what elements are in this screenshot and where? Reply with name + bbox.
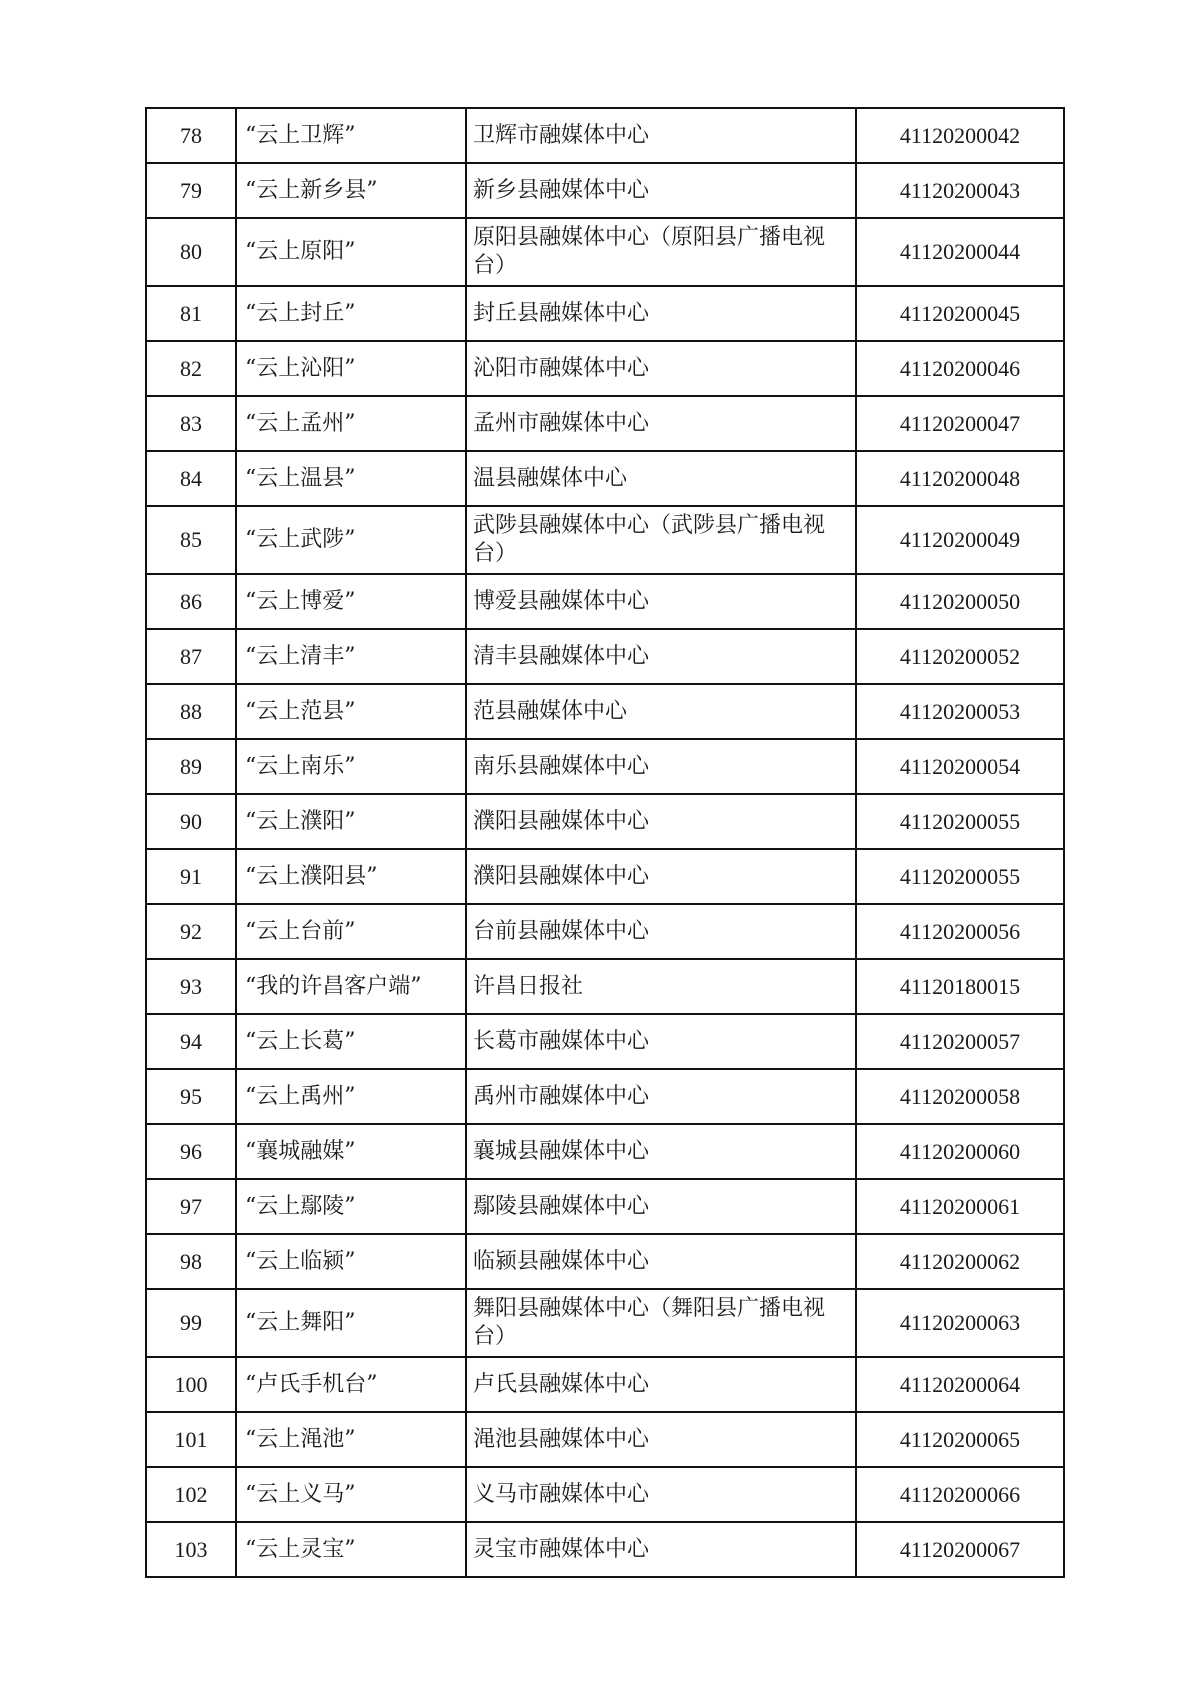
table-row: [146, 396, 1064, 451]
table-row: [146, 218, 1064, 286]
registration-code: 41120200062: [856, 1234, 1064, 1289]
row-number: 83: [146, 396, 236, 451]
operator-unit: 鄢陵县融媒体中心: [466, 1179, 856, 1234]
app-name: “我的许昌客户端”: [236, 959, 466, 1014]
registration-code: 41120200056: [856, 904, 1064, 959]
row-number: 100: [146, 1357, 236, 1412]
registration-code: 41120200044: [856, 218, 1064, 286]
row-number: 92: [146, 904, 236, 959]
operator-unit: 沁阳市融媒体中心: [466, 341, 856, 396]
registration-code: 41120200042: [856, 108, 1064, 163]
row-number: 90: [146, 794, 236, 849]
table-row: [146, 574, 1064, 629]
row-number: 89: [146, 739, 236, 794]
app-name: “襄城融媒”: [236, 1124, 466, 1179]
operator-unit: 温县融媒体中心: [466, 451, 856, 506]
app-name: “云上封丘”: [236, 286, 466, 341]
operator-unit: 清丰县融媒体中心: [466, 629, 856, 684]
row-number: 102: [146, 1467, 236, 1522]
operator-unit: 南乐县融媒体中心: [466, 739, 856, 794]
table-row: [146, 1069, 1064, 1124]
row-number: 80: [146, 218, 236, 286]
table-row: [146, 849, 1064, 904]
app-name: “云上濮阳”: [236, 794, 466, 849]
registration-code: 41120200067: [856, 1522, 1064, 1577]
operator-unit: 原阳县融媒体中心（原阳县广播电视台）: [466, 218, 856, 286]
registration-code: 41120200050: [856, 574, 1064, 629]
registration-code: 41120200063: [856, 1289, 1064, 1357]
table-row: [146, 1014, 1064, 1069]
operator-unit: 义马市融媒体中心: [466, 1467, 856, 1522]
row-number: 91: [146, 849, 236, 904]
app-name: “云上长葛”: [236, 1014, 466, 1069]
app-name: “云上义马”: [236, 1467, 466, 1522]
operator-unit: 禹州市融媒体中心: [466, 1069, 856, 1124]
operator-unit: 临颍县融媒体中心: [466, 1234, 856, 1289]
table-row: [146, 108, 1064, 163]
row-number: 103: [146, 1522, 236, 1577]
operator-unit: 灵宝市融媒体中心: [466, 1522, 856, 1577]
app-name: “云上鄢陵”: [236, 1179, 466, 1234]
registration-code: 41120200048: [856, 451, 1064, 506]
table-row: [146, 286, 1064, 341]
app-name: “云上南乐”: [236, 739, 466, 794]
app-name: “云上孟州”: [236, 396, 466, 451]
registration-code: 41120200047: [856, 396, 1064, 451]
operator-unit: 渑池县融媒体中心: [466, 1412, 856, 1467]
registration-code: 41120200055: [856, 849, 1064, 904]
table-row: [146, 451, 1064, 506]
row-number: 97: [146, 1179, 236, 1234]
table-row: [146, 1522, 1064, 1577]
app-name: “云上沁阳”: [236, 341, 466, 396]
table-row: [146, 629, 1064, 684]
registry-table-body: [146, 108, 1064, 1577]
registration-code: 41120200060: [856, 1124, 1064, 1179]
table-row: [146, 904, 1064, 959]
table-row: [146, 1234, 1064, 1289]
operator-unit: 长葛市融媒体中心: [466, 1014, 856, 1069]
operator-unit: 博爱县融媒体中心: [466, 574, 856, 629]
registration-code: 41120200057: [856, 1014, 1064, 1069]
operator-unit: 濮阳县融媒体中心: [466, 794, 856, 849]
operator-unit: 范县融媒体中心: [466, 684, 856, 739]
registration-code: 41120200065: [856, 1412, 1064, 1467]
row-number: 101: [146, 1412, 236, 1467]
row-number: 85: [146, 506, 236, 574]
operator-unit: 卢氏县融媒体中心: [466, 1357, 856, 1412]
app-name: “云上清丰”: [236, 629, 466, 684]
app-name: “云上新乡县”: [236, 163, 466, 218]
row-number: 98: [146, 1234, 236, 1289]
table-row: [146, 1124, 1064, 1179]
registration-code: 41120200064: [856, 1357, 1064, 1412]
app-name: “卢氏手机台”: [236, 1357, 466, 1412]
app-name: “云上卫辉”: [236, 108, 466, 163]
app-name: “云上濮阳县”: [236, 849, 466, 904]
registration-code: 41120200054: [856, 739, 1064, 794]
operator-unit: 濮阳县融媒体中心: [466, 849, 856, 904]
operator-unit: 台前县融媒体中心: [466, 904, 856, 959]
registration-code: 41120200043: [856, 163, 1064, 218]
table-row: [146, 1412, 1064, 1467]
row-number: 88: [146, 684, 236, 739]
row-number: 86: [146, 574, 236, 629]
app-name: “云上博爱”: [236, 574, 466, 629]
row-number: 94: [146, 1014, 236, 1069]
registration-code: 41120200058: [856, 1069, 1064, 1124]
operator-unit: 孟州市融媒体中心: [466, 396, 856, 451]
row-number: 99: [146, 1289, 236, 1357]
registration-code: 41120200049: [856, 506, 1064, 574]
operator-unit: 襄城县融媒体中心: [466, 1124, 856, 1179]
registration-code: 41120180015: [856, 959, 1064, 1014]
table-row: [146, 506, 1064, 574]
table-row: [146, 1289, 1064, 1357]
app-name: “云上武陟”: [236, 506, 466, 574]
row-number: 79: [146, 163, 236, 218]
row-number: 95: [146, 1069, 236, 1124]
row-number: 82: [146, 341, 236, 396]
registration-code: 41120200055: [856, 794, 1064, 849]
app-name: “云上渑池”: [236, 1412, 466, 1467]
app-name: “云上舞阳”: [236, 1289, 466, 1357]
table-row: [146, 1357, 1064, 1412]
registration-code: 41120200053: [856, 684, 1064, 739]
operator-unit: 许昌日报社: [466, 959, 856, 1014]
app-name: “云上范县”: [236, 684, 466, 739]
app-name: “云上禹州”: [236, 1069, 466, 1124]
registration-code: 41120200061: [856, 1179, 1064, 1234]
app-name: “云上台前”: [236, 904, 466, 959]
table-row: [146, 959, 1064, 1014]
row-number: 93: [146, 959, 236, 1014]
row-number: 87: [146, 629, 236, 684]
app-name: “云上原阳”: [236, 218, 466, 286]
registration-code: 41120200045: [856, 286, 1064, 341]
row-number: 96: [146, 1124, 236, 1179]
operator-unit: 武陟县融媒体中心（武陟县广播电视台）: [466, 506, 856, 574]
operator-unit: 舞阳县融媒体中心（舞阳县广播电视台）: [466, 1289, 856, 1357]
table-row: [146, 341, 1064, 396]
registry-table: [145, 107, 1065, 1578]
registration-code: 41120200052: [856, 629, 1064, 684]
operator-unit: 新乡县融媒体中心: [466, 163, 856, 218]
row-number: 84: [146, 451, 236, 506]
app-name: “云上灵宝”: [236, 1522, 466, 1577]
table-row: [146, 794, 1064, 849]
operator-unit: 卫辉市融媒体中心: [466, 108, 856, 163]
table-row: [146, 1179, 1064, 1234]
registration-code: 41120200066: [856, 1467, 1064, 1522]
row-number: 78: [146, 108, 236, 163]
table-row: [146, 1467, 1064, 1522]
operator-unit: 封丘县融媒体中心: [466, 286, 856, 341]
app-name: “云上温县”: [236, 451, 466, 506]
registration-code: 41120200046: [856, 341, 1064, 396]
table-row: [146, 163, 1064, 218]
app-name: “云上临颍”: [236, 1234, 466, 1289]
row-number: 81: [146, 286, 236, 341]
table-row: [146, 739, 1064, 794]
table-row: [146, 684, 1064, 739]
